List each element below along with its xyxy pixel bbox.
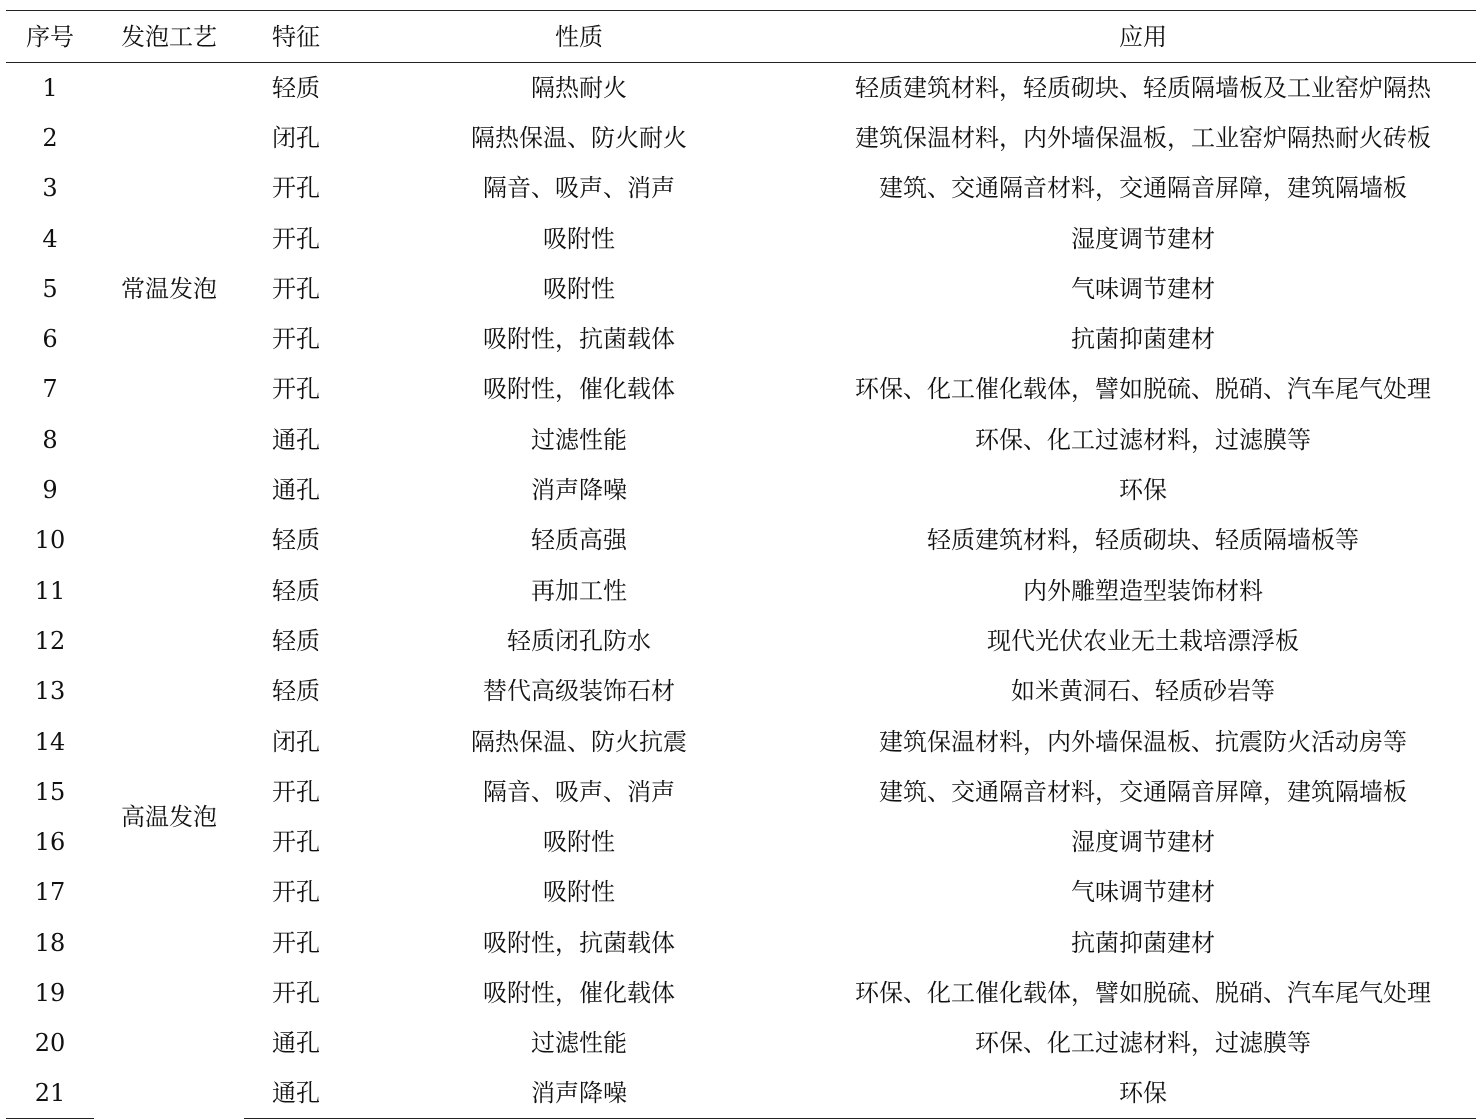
property-cell: 隔热耐火: [531, 73, 627, 102]
row-index: 5: [42, 274, 58, 303]
row-index: 3: [42, 174, 58, 203]
row-index: 11: [34, 576, 66, 605]
feature-cell: 轻质: [272, 73, 320, 102]
feature-cell: 闭孔: [272, 123, 320, 152]
property-cell: 吸附性: [543, 274, 615, 303]
feature-cell: 开孔: [272, 777, 320, 806]
header-process: 发泡工艺: [94, 11, 244, 63]
foaming-process-cell: 高温发泡: [121, 802, 217, 831]
header-application: 应用: [810, 11, 1476, 63]
row-index: 17: [34, 878, 66, 907]
feature-cell: 开孔: [272, 878, 320, 907]
row-index: 9: [42, 476, 58, 505]
application-cell: 环保: [1119, 476, 1167, 505]
property-cell: 消声降噪: [348, 1068, 810, 1118]
row-index: 12: [34, 626, 66, 655]
header-feature: 特征: [244, 11, 348, 63]
property-cell: 再加工性: [531, 576, 627, 605]
row-index: 21: [6, 1068, 94, 1118]
row-index: 15: [34, 777, 66, 806]
row-index: 4: [42, 224, 58, 253]
foaming-process-cell: 常温发泡: [121, 275, 217, 304]
row-index: 14: [34, 727, 66, 756]
property-cell: 轻质高强: [531, 526, 627, 555]
property-cell: 过滤性能: [531, 425, 627, 454]
property-cell: 吸附性，催化载体: [483, 375, 675, 404]
feature-cell: 闭孔: [272, 727, 320, 756]
feature-cell: 通孔: [244, 1068, 348, 1118]
property-cell: 消声降噪: [531, 476, 627, 505]
property-cell: 替代高级装饰石材: [483, 677, 675, 706]
table-row: [6, 515, 1476, 565]
feature-cell: 开孔: [272, 928, 320, 957]
application-cell: 如米黄洞石、轻质砂岩等: [1011, 677, 1275, 706]
application-cell: 内外雕塑造型装饰材料: [1023, 576, 1263, 605]
row-index: 7: [42, 375, 58, 404]
application-cell: 建筑、交通隔音材料，交通隔音屏障，建筑隔墙板: [879, 777, 1407, 806]
header-row: [6, 11, 1476, 63]
application-cell: 轻质建筑材料，轻质砌块、轻质隔墙板及工业窑炉隔热: [855, 73, 1431, 102]
row-index: 10: [34, 526, 66, 555]
feature-cell: 轻质: [272, 677, 320, 706]
application-cell: 湿度调节建材: [1071, 224, 1215, 253]
application-cell: 现代光伏农业无土栽培漂浮板: [987, 626, 1299, 655]
application-cell: 建筑保温材料，内外墙保温板、抗震防火活动房等: [879, 727, 1407, 756]
header-property: 性质: [348, 11, 810, 63]
feature-cell: 轻质: [272, 576, 320, 605]
table-body: [6, 63, 1476, 1119]
table-header: [6, 11, 1476, 63]
application-cell: 轻质建筑材料，轻质砌块、轻质隔墙板等: [927, 526, 1359, 555]
row-index: 19: [34, 978, 66, 1007]
application-cell: 抗菌抑菌建材: [1071, 325, 1215, 354]
feature-cell: 轻质: [272, 626, 320, 655]
property-cell: 吸附性: [543, 878, 615, 907]
feature-cell: 开孔: [272, 978, 320, 1007]
row-index: 16: [34, 828, 66, 857]
property-cell: 隔热保温、防火抗震: [471, 727, 687, 756]
application-cell: 环保: [810, 1068, 1476, 1118]
feature-cell: 开孔: [272, 274, 320, 303]
row-index: 13: [34, 677, 66, 706]
application-cell: 气味调节建材: [1071, 274, 1215, 303]
row-index: 1: [42, 73, 58, 102]
property-cell: 吸附性: [543, 224, 615, 253]
feature-cell: 开孔: [272, 174, 320, 203]
foam-applications-table: [6, 10, 1476, 1119]
application-cell: 建筑保温材料，内外墙保温板，工业窑炉隔热耐火砖板: [855, 123, 1431, 152]
property-cell: 隔音、吸声、消声: [483, 174, 675, 203]
application-cell: 环保、化工催化载体，譬如脱硫、脱硝、汽车尾气处理: [855, 375, 1431, 404]
property-cell: 过滤性能: [531, 1029, 627, 1058]
application-cell: 湿度调节建材: [1071, 828, 1215, 857]
row-index: 20: [34, 1029, 66, 1058]
property-cell: 隔热保温、防火耐火: [471, 123, 687, 152]
property-cell: 吸附性，催化载体: [483, 978, 675, 1007]
feature-cell: 通孔: [272, 476, 320, 505]
row-index: 8: [42, 425, 58, 454]
row-index: 2: [42, 123, 58, 152]
property-cell: 隔音、吸声、消声: [483, 777, 675, 806]
application-cell: 环保、化工过滤材料，过滤膜等: [975, 1029, 1311, 1058]
feature-cell: 开孔: [272, 375, 320, 404]
property-cell: 吸附性: [543, 828, 615, 857]
row-index: 18: [34, 928, 66, 957]
application-cell: 环保、化工过滤材料，过滤膜等: [975, 425, 1311, 454]
row-index: 6: [42, 325, 58, 354]
property-cell: 吸附性，抗菌载体: [483, 325, 675, 354]
feature-cell: 开孔: [272, 325, 320, 354]
feature-cell: 开孔: [272, 828, 320, 857]
feature-cell: 轻质: [272, 526, 320, 555]
property-cell: 轻质闭孔防水: [507, 626, 651, 655]
application-cell: 气味调节建材: [1071, 878, 1215, 907]
property-cell: 吸附性，抗菌载体: [483, 928, 675, 957]
application-cell: 抗菌抑菌建材: [1071, 928, 1215, 957]
feature-cell: 通孔: [272, 1029, 320, 1058]
feature-cell: 通孔: [272, 425, 320, 454]
feature-cell: 开孔: [272, 224, 320, 253]
table-row: [6, 63, 1476, 113]
header-index: 序号: [6, 11, 94, 63]
application-cell: 环保、化工催化载体，譬如脱硫、脱硝、汽车尾气处理: [855, 978, 1431, 1007]
application-cell: 建筑、交通隔音材料，交通隔音屏障，建筑隔墙板: [879, 174, 1407, 203]
